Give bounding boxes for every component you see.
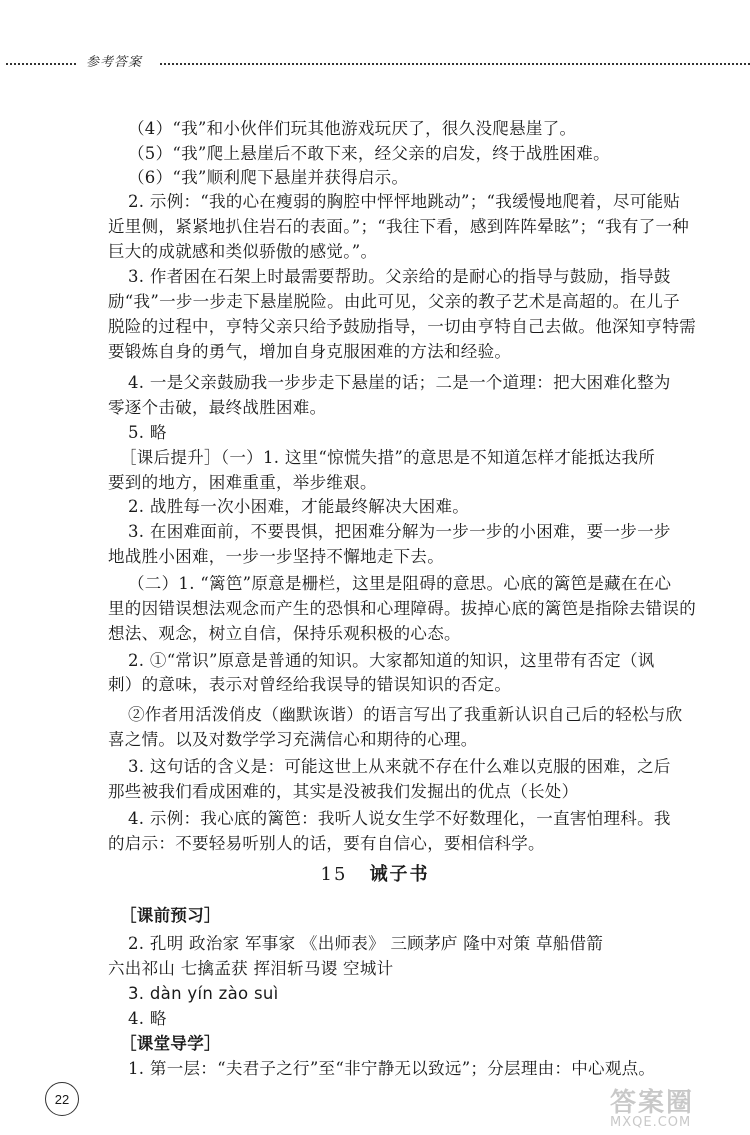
text-line: 六出祁山 七擒孟获 挥泪斩马谡 空城计 — [108, 959, 394, 978]
text-line: 2. ①“常识”原意是普通的知识。大家都知道的知识，这里带有否定（讽 — [128, 651, 655, 670]
header-title: 参考答案 — [86, 55, 143, 70]
text-line: 脱险的过程中，亨特父亲只给予鼓励指导，一切由亨特自己去做。他深知亨特需 — [108, 317, 696, 336]
text-line: 5. 略 — [128, 423, 167, 442]
text-line: 那些被我们看成困难的，其实是没被我们发掘出的优点（长处） — [108, 782, 579, 801]
header-dots-left — [6, 63, 76, 65]
text-line: 4. 一是父亲鼓励我一步步走下悬崖的话；二是一个道理：把大困难化整为 — [128, 373, 671, 392]
text-line: 2. 战胜每一次小困难，才能最终解决大困难。 — [128, 497, 470, 516]
text-line: ②作者用活泼俏皮（幽默诙谐）的语言写出了我重新认识自己后的轻松与欣 — [128, 705, 683, 724]
text-line: 3. 这句话的含义是：可能这世上从来就不存在什么难以克服的困难，之后 — [128, 757, 671, 776]
text-line: （5）“我”爬上悬崖后不敢下来，经父亲的启发，终于战胜困难。 — [128, 144, 610, 163]
text-line: 2. 示例：“我的心在瘦弱的胸腔中怦怦地跳动”；“我缓慢地爬着，尽可能贴 — [128, 192, 681, 211]
text-line: 想法、观念，树立自信，保持乐观积极的心态。 — [108, 624, 461, 643]
text-line: 2. 孔明 政治家 军事家 《出师表》 三顾茅庐 隆中对策 草船借箭 — [128, 934, 604, 953]
text-line: 3. 作者困在石架上时最需要帮助。父亲给的是耐心的指导与鼓励，指导鼓 — [128, 267, 671, 286]
text-line: 励“我”一步一步走下悬崖脱险。由此可见，父亲的教子艺术是高超的。在儿子 — [108, 292, 680, 311]
text-line: （6）“我”顺利爬下悬崖并获得启示。 — [128, 168, 409, 187]
page-number — [45, 1082, 79, 1116]
text-line: 要到的地方，困难重重，举步维艰。 — [108, 473, 377, 492]
text-line: 要锻炼自身的勇气，增加自身克服困难的方法和经验。 — [108, 342, 512, 361]
text-line: 地战胜小困难，一步一步坚持不懈地走下去。 — [108, 547, 444, 566]
running-header — [0, 50, 750, 74]
page-number-label: 22 — [54, 1091, 70, 1107]
text-line: 近里侧，紧紧地扒住岩石的表面。”；“我往下看，感到阵阵晕眩”；“我有了一种 — [108, 217, 690, 236]
section-heading — [0, 860, 750, 886]
text-line: 刺）的意味，表示对曾经给我误导的错误知识的否定。 — [108, 675, 512, 694]
text-line: （4）“我”和小伙伴们玩其他游戏玩厌了，很久没爬悬崖了。 — [128, 119, 577, 138]
watermark-text: 答案圈 — [610, 1088, 695, 1118]
watermark-logo — [610, 1082, 740, 1130]
text-line: 零逐个击破，最终战胜困难。 — [108, 398, 327, 417]
text-line: 喜之情。以及对数学学习充满信心和期待的心理。 — [108, 730, 478, 749]
text-line: 3. 在困难面前，不要畏惧，把困难分解为一步一步的小困难，要一步一步 — [128, 522, 671, 541]
text-line: 1. 第一层：“夫君子之行”至“非宁静无以致远”；分层理由：中心观点。 — [128, 1059, 656, 1078]
text-line: 里的因错误想法观念而产生的恐惧和心理障碍。拔掉心底的篱笆是指除去错误的 — [108, 599, 696, 618]
text-line: （二）1. “篱笆”原意是栅栏，这里是阻碍的意思。心底的篱笆是藏在在心 — [128, 574, 672, 593]
text-line: 4. 略 — [128, 1009, 167, 1028]
text-line: 4. 示例：我心底的篱笆：我听人说女生学不好数理化，一直害怕理科。我 — [128, 809, 671, 828]
text-line: 巨大的成就感和类似骄傲的感觉。”。 — [108, 242, 378, 261]
subsection-heading: ［课前预习］ — [120, 906, 221, 925]
section-title: 诫子书 — [369, 864, 430, 885]
text-line: 3. dàn yín zào suì — [128, 984, 279, 1003]
watermark-url: MXQE.COM — [610, 1115, 692, 1130]
text-line: ［课后提升］（一）1. 这里“惊慌失措”的意思是不知道怎样才能抵达我所 — [120, 448, 656, 467]
header-dots-right — [160, 63, 750, 65]
text-line: 的启示：不要轻易听别人的话，要有自信心，要相信科学。 — [108, 834, 545, 853]
section-number: 15 — [320, 864, 348, 885]
subsection-heading: ［课堂导学］ — [120, 1034, 221, 1053]
